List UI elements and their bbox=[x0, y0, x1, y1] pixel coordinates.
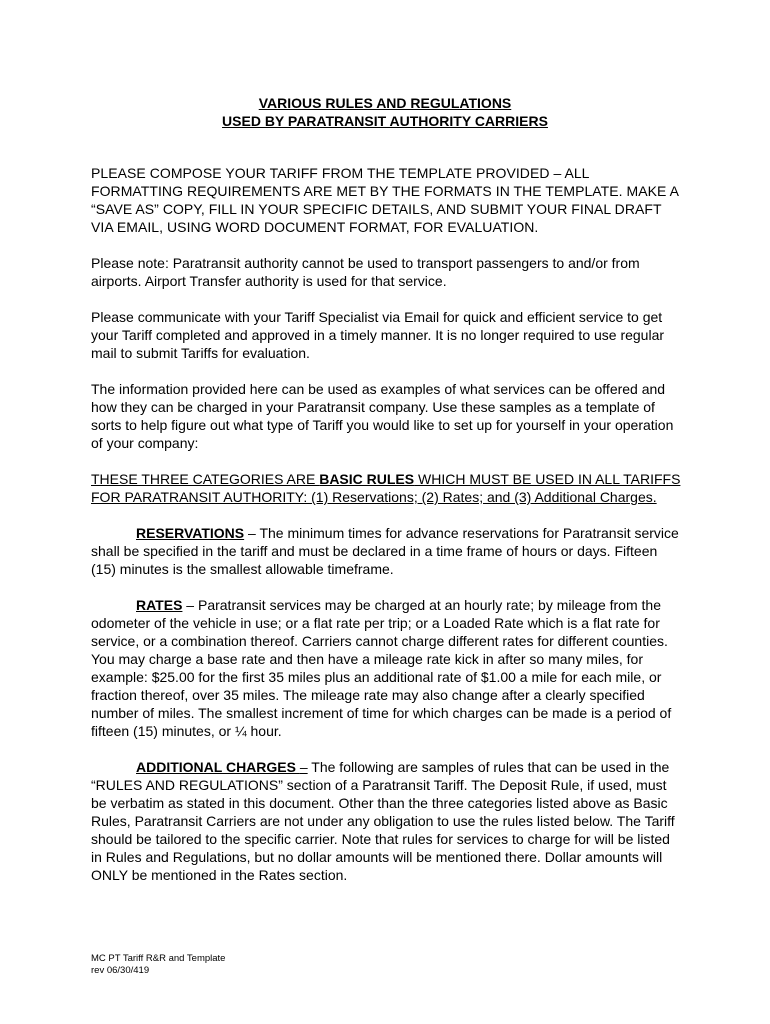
rates-paragraph bbox=[91, 596, 684, 740]
document-title bbox=[0, 94, 770, 130]
title-line-2: USED BY PARATRANSIT AUTHORITY CARRIERS bbox=[222, 113, 548, 129]
note-paragraph: Please note: Paratransit authority cannot be used to transport passengers to and/or from airports. Airport Transfer authority is used for that service. bbox=[91, 255, 640, 289]
footer-line-2: rev 06/30/419 bbox=[91, 965, 150, 976]
information-paragraph: The information provided here can be used as examples of what services can be offered and how they can be charged in your Paratransit company. Use these samples as a template of sorts to help figure out what type of Tariff you would like to set up for yourself in your operation of your company: bbox=[91, 381, 674, 451]
additional-charges-dash: – bbox=[299, 759, 308, 775]
categories-paragraph bbox=[91, 470, 684, 506]
page-footer bbox=[91, 953, 225, 977]
reservations-paragraph bbox=[91, 524, 684, 578]
reservations-text: – The minimum times for advance reservations for Paratransit service shall be specified in the tariff and must be declared in a time frame of hours or days. Fifteen (15) minutes is the smallest allowable timeframe. bbox=[91, 525, 679, 577]
additional-charges-heading: ADDITIONAL CHARGES bbox=[136, 759, 300, 775]
categories-text-1: THESE THREE CATEGORIES ARE bbox=[91, 471, 320, 487]
communicate-paragraph: Please communicate with your Tariff Specialist via Email for quick and efficient service to get your Tariff completed and approved in a timely manner. It is no longer required to use regular mail to submit Tariffs for evaluation. bbox=[91, 309, 665, 361]
rates-text: – Paratransit services may be charged at an hourly rate; by mileage from the odometer of the vehicle in use; or a flat rate per trip; or a Loaded Rate which is a flat rate for service, or a combination thereof. Carriers cannot charge different rates for different counties. You may charge a base rate and then have a mileage rate kick in after so many miles, for example: $25.00 for the first 35 miles plus an additional rate of $1.00 a mile for each mile, or fraction thereof, over 35 miles. The mileage rate may also change after a clearly specified number of miles. The smallest increment of time for which charges can be made is a period of fifteen (15) minutes, or ¼ hour. bbox=[91, 597, 672, 739]
title-line-1: VARIOUS RULES AND REGULATIONS bbox=[258, 95, 512, 111]
reservations-heading: RESERVATIONS bbox=[136, 525, 245, 541]
additional-charges-paragraph bbox=[91, 758, 684, 884]
rates-heading: RATES bbox=[136, 597, 183, 613]
footer-line-1: MC PT Tariff R&R and Template bbox=[91, 953, 226, 964]
document-body bbox=[91, 164, 684, 902]
additional-charges-text: The following are samples of rules that can be used in the “RULES AND REGULATIONS” section of a Paratransit Tariff. The Deposit Rule, if used, must be verbatim as stated in this document. Other than the three categories listed above as Basic Rules, Paratransit Carriers are not under any obligation to use the rules listed below. The Tariff should be tailored to the specific carrier. Note that rules for services to charge for will be listed in Rules and Regulations, but no dollar amounts will be mentioned there. Dollar amounts will ONLY be mentioned in the Rates section. bbox=[91, 759, 675, 883]
basic-rules-label: BASIC RULES bbox=[319, 471, 415, 487]
compose-paragraph: PLEASE COMPOSE YOUR TARIFF FROM THE TEMPLATE PROVIDED – ALL FORMATTING REQUIREMENTS ARE MET BY THE FORMATS IN THE TEMPLATE. MAKE A “SAVE AS” COPY, FILL IN YOUR SPECIFIC DETAILS, AND SUBMIT YOUR FINAL DRAFT VIA EMAIL, USING WORD DOCUMENT FORMAT, FOR EVALUATION. bbox=[91, 165, 679, 235]
categories-text-2: WHICH MUST BE USED IN ALL TARIFFS FOR PARATRANSIT AUTHORITY: (1) Reservations; (2) Rates; and (3) Additional Charges. bbox=[91, 471, 681, 505]
